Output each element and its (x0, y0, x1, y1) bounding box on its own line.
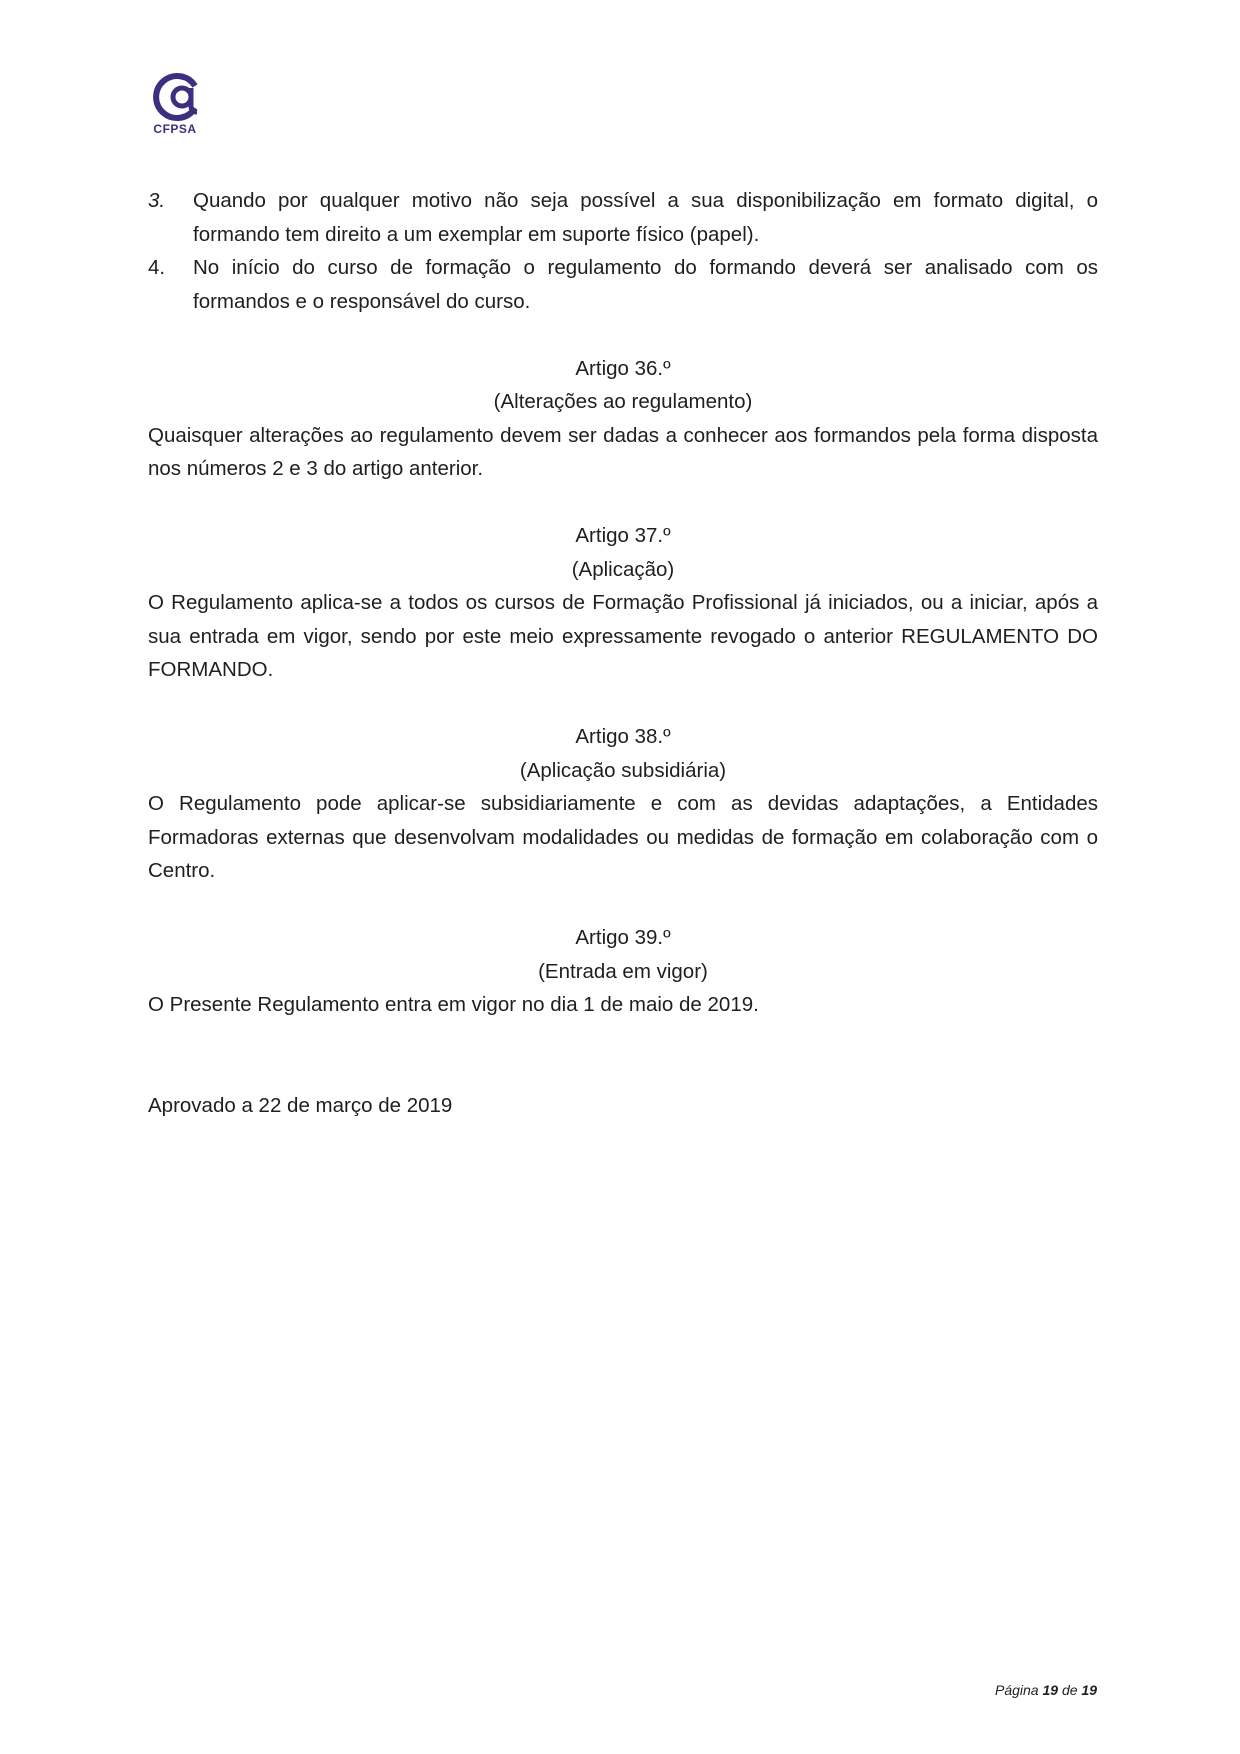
page-footer (995, 1682, 1097, 1698)
article-body: O Presente Regulamento entra em vigor no dia 1 de maio de 2019. (148, 993, 759, 1016)
cfpsa-logo (145, 72, 205, 144)
article-title: Artigo 39.º (575, 926, 671, 949)
article-body: O Regulamento pode aplicar-se subsidiariamente e com as devidas adaptações, a Entidades Formadoras externas que desenvolvam modalidades ou medidas de formação em colaboração com o Centro. (148, 792, 1098, 882)
list-item (148, 251, 1098, 318)
article-title: Artigo 36.º (575, 356, 671, 380)
list-number: 3. (148, 189, 166, 212)
article-36 (148, 352, 1098, 486)
list-number: 4. (148, 256, 166, 279)
at-sign-logo-icon (145, 72, 205, 122)
logo-text: CFPSA (153, 122, 197, 136)
article-38 (148, 720, 1098, 888)
page-current: 19 (1042, 1682, 1059, 1698)
list-text: Quando por qualquer motivo não seja possível a sua disponibilização em formato digital, o formando tem direito a um exemplar em suporte físico (papel). (193, 189, 1098, 246)
article-title: Artigo 38.º (575, 725, 671, 748)
article-37 (148, 519, 1098, 687)
article-body: O Regulamento aplica-se a todos os cursos de Formação Profissional já iniciados, ou a iniciar, após a sua entrada em vigor, sendo por este meio expressamente revogado o anterior REGULAMENTO DO FORMANDO. (148, 591, 1098, 681)
approval-date: Aprovado a 22 de março de 2019 (148, 1093, 453, 1117)
article-subtitle: (Aplicação) (571, 557, 675, 581)
page-label: Página (995, 1682, 1039, 1698)
page-total: 19 (1081, 1682, 1097, 1698)
list-item (148, 184, 1098, 251)
document-body (148, 184, 1098, 1122)
article-39 (148, 921, 1098, 1022)
page-separator: de (1061, 1682, 1078, 1698)
article-subtitle: (Aplicação subsidiária) (519, 758, 727, 782)
article-body: Quaisquer alterações ao regulamento devem ser dadas a conhecer aos formandos pela forma disposta nos números 2 e 3 do artigo anterior. (148, 423, 1098, 480)
list-text: No início do curso de formação o regulamento do formando deverá ser analisado com os formandos e o responsável do curso. (193, 256, 1098, 313)
article-title: Artigo 37.º (575, 524, 671, 547)
article-subtitle: (Alterações ao regulamento) (493, 390, 753, 413)
article-subtitle: (Entrada em vigor) (538, 959, 708, 983)
